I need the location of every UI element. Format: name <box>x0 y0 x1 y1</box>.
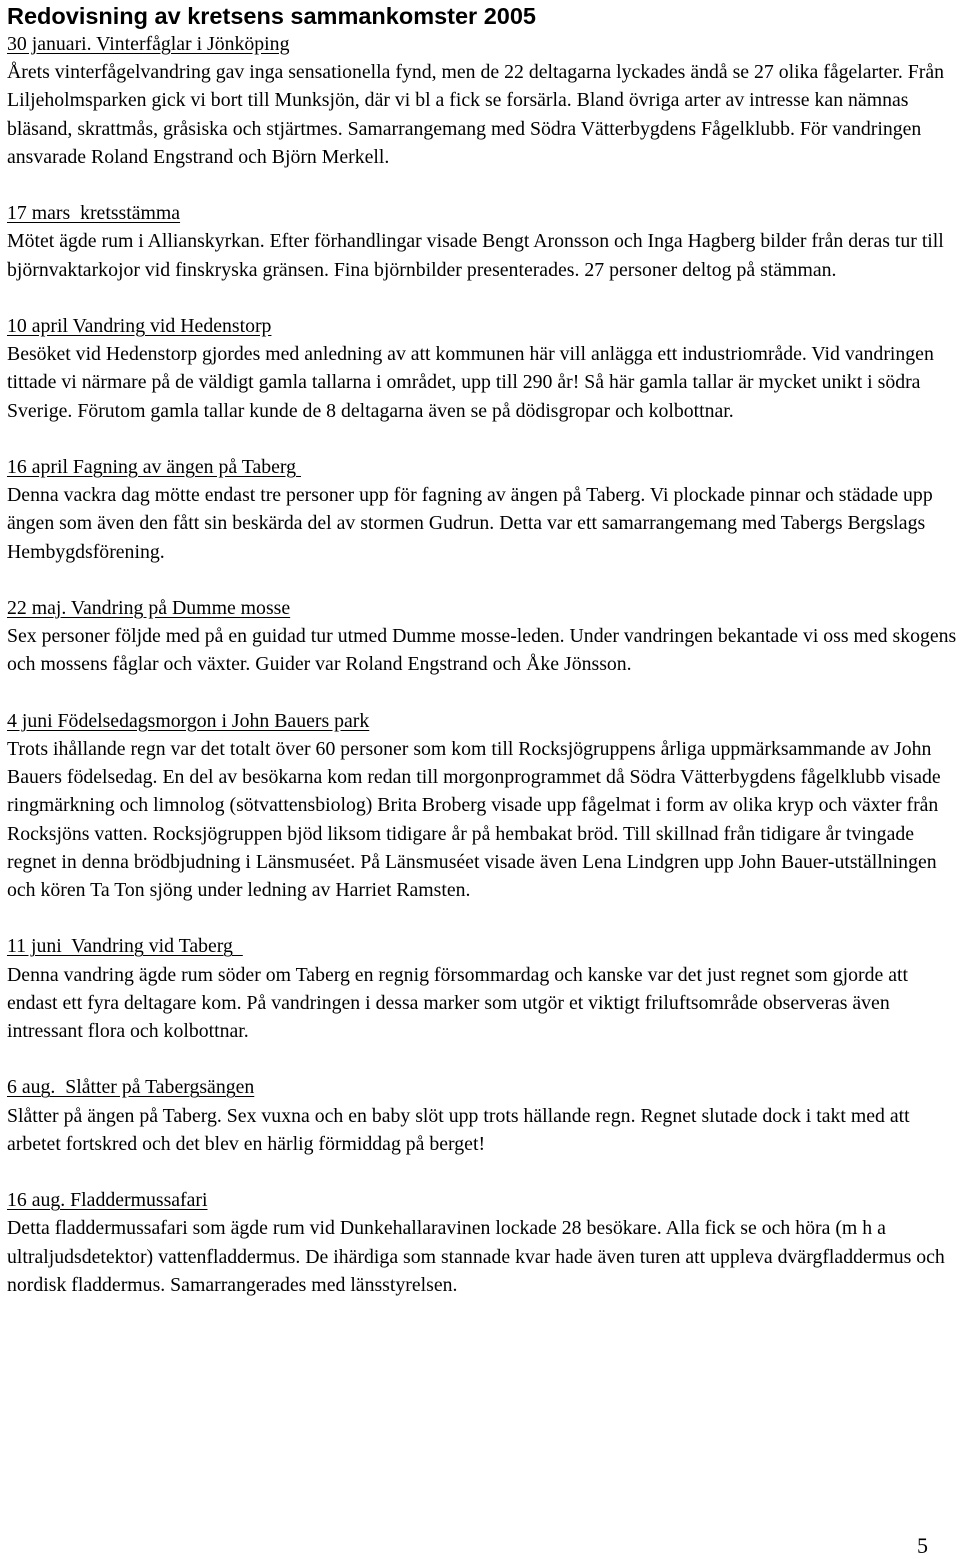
section-hedenstorp <box>7 312 957 425</box>
section-body: Slåtter på ängen på Taberg. Sex vuxna och en baby slöt upp trots hällande regn. Regnet slutade dock i takt med att arbetet fortskred och det blev en härlig förmiddag på berget! <box>7 1104 910 1155</box>
page-number: 5 <box>917 1533 928 1558</box>
section-heading: 22 maj. Vandring på Dumme mosse <box>7 597 291 619</box>
section-body: Denna vackra dag mötte endast tre personer upp för fagning av ängen på Taberg. Vi plockade pinnar och städade upp ängen som även den fått sin beskärda del av stormen Gudrun. Detta var ett samarrangemang med Tabergs Bergslags Hembygdsförening. <box>7 484 933 563</box>
section-john-bauer <box>7 707 957 904</box>
section-kretsstamma <box>7 199 957 284</box>
section-spacer <box>7 1045 957 1073</box>
section-body: Trots ihållande regn var det totalt över 60 personer som kom till Rocksjögruppens årliga uppmärksammande av John Bauers födelsedag. En del av besökarna kom redan till morgonprogrammet då Södra Vätterbygdens fågelklubb visade ringmärkning och limnolog (sötvattensbiolog) Brita Broberg visade upp fågelmat i form av olika kryp och växter från Rocksjöns vatten. Rocksjögruppen bjöd liksom tidigare år på hembakat bröd. Till skillnad från tidigare år tvingade regnet in denna brödbjudning i Länsmuséet. På Länsmuséet visade även Lena Lindgren upp John Bauer-utställningen och kören Ta Ton sjöng under ledning av Harriet Ramsten. <box>7 738 941 902</box>
section-body: Sex personer följde med på en guidad tur utmed Dumme mosse-leden. Under vandringen bekantade vi oss med skogens och mossens fåglar och växter. Guider var Roland Engstrand och Åke Jönsson. <box>7 625 957 676</box>
section-heading: 10 april Vandring vid Hedenstorp <box>7 315 272 337</box>
section-body: Besöket vid Hedenstorp gjordes med anledning av att kommunen här vill anlägga ett industriområde. Vid vandringen tittade vi närmare på de väldigt gamla tallarna i området, upp till 290 år! Så här gamla tallar är mycket unikt i södra Sverige. Förutom gamla tallar kunde de 8 deltagarna även se på dödisgropar och kolbottnar. <box>7 343 934 422</box>
section-heading: 6 aug. Slåtter på Tabergsängen <box>7 1076 255 1099</box>
section-taberg-vandring <box>7 932 957 1045</box>
section-body: Detta fladdermussafari som ägde rum vid Dunkehallaravinen lockade 28 besökare. Alla fick se och höra (m h a ultraljudsdetektor) vattenfladdermus. De ihärdiga som stannade kvar hade även turen att uppleva dvärgfladdermus och nordisk fladdermus. Samarrangerades med länsstyrelsen. <box>7 1217 945 1296</box>
section-heading: 16 aug. Fladdermussafari <box>7 1189 208 1212</box>
section-heading: 11 juni Vandring vid Taberg <box>7 935 243 958</box>
section-dumme-mosse <box>7 594 957 679</box>
section-fladdermussafari <box>7 1186 957 1299</box>
section-fagning <box>7 453 957 566</box>
section-vinterfaglar <box>7 30 957 171</box>
document-title: Redovisning av kretsens sammankomster 2005 <box>7 3 537 29</box>
section-body: Denna vandring ägde rum söder om Taberg en regnig försommardag och kanske var det just regnet som gjorde att endast ett fyra deltagare kom. På vandringen i dessa marker som utgör et viktigt friluftsområde observeras även intressant flora och kolbottnar. <box>7 963 908 1043</box>
section-heading: 30 januari. Vinterfåglar i Jönköping <box>7 33 290 55</box>
section-spacer <box>7 566 957 594</box>
section-spacer <box>7 679 957 707</box>
section-spacer <box>7 1158 957 1186</box>
section-heading: 17 mars kretsstämma <box>7 202 181 225</box>
document-page <box>7 0 957 1299</box>
section-heading: 16 april Fagning av ängen på Taberg <box>7 456 301 478</box>
section-slatter <box>7 1073 957 1158</box>
section-spacer <box>7 904 957 932</box>
section-body: Mötet ägde rum i Allianskyrkan. Efter förhandlingar visade Bengt Aronsson och Inga Hagberg bilder från deras tur till björnvaktarkojor vid finskryska gränsen. Fina björnbilder presenterades. 27 personer deltog på stämman. <box>7 230 944 281</box>
section-spacer <box>7 284 957 312</box>
section-heading: 4 juni Födelsedagsmorgon i John Bauers park <box>7 709 370 732</box>
section-spacer <box>7 171 957 199</box>
section-body: Årets vinterfågelvandring gav inga sensationella fynd, men de 22 deltagarna lyckades ändå se 27 olika fågelarter. Från Liljeholmsparken gick vi bort till Munksjön, där vi bl a fick se forsärla. Bland övriga arter av intresse kan nämnas bläsand, skrattmås, gråsiska och stjärtmes. Samarrangemang med Södra Vätterbygdens Fågelklubb. För vandringen ansvarade Roland Engstrand och Björn Merkell. <box>7 61 945 168</box>
section-spacer <box>7 425 957 453</box>
